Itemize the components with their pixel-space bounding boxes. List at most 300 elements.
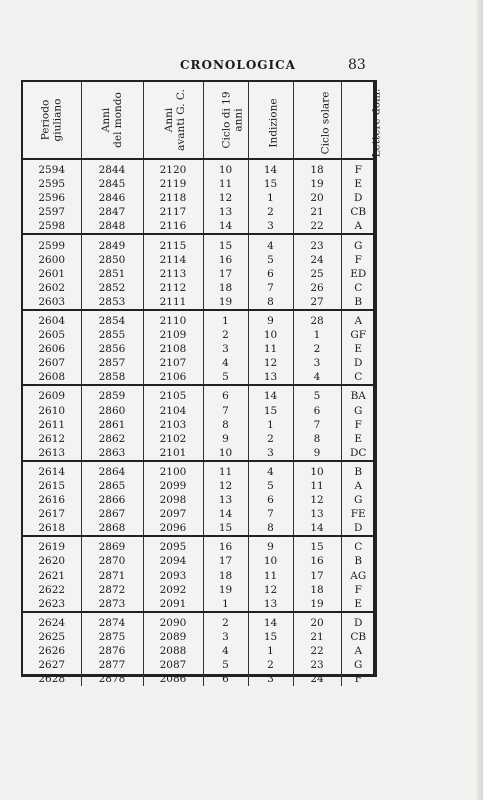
table-row [23,432,375,446]
column-header-line: Anni [162,107,175,132]
cell-ciclo-solare: 28 [293,310,341,328]
column-header-line: Lettere dom. [369,88,382,157]
cell-periodo-giuliano: 2611 [23,418,81,432]
cell-periodo-giuliano: 2596 [23,191,81,205]
cell-indizione: 12 [248,356,293,370]
cell-anni-del-mondo: 2859 [81,385,143,403]
cell-anni-del-mondo: 2851 [81,267,143,281]
cell-ciclo-solare: 20 [293,191,341,205]
cell-ciclo-19: 1 [203,597,248,612]
cell-periodo-giuliano: 2617 [23,507,81,521]
column-header-line: Periodo [39,99,52,140]
cell-periodo-giuliano: 2595 [23,177,81,191]
cell-indizione: 15 [248,404,293,418]
cell-anni-avanti-gc: 2105 [143,385,203,403]
cell-periodo-giuliano: 2600 [23,253,81,267]
cell-anni-del-mondo: 2870 [81,554,143,568]
cell-periodo-giuliano: 2613 [23,446,81,461]
cell-anni-avanti-gc: 2102 [143,432,203,446]
cell-ciclo-solare: 21 [293,205,341,219]
cell-periodo-giuliano: 2615 [23,479,81,493]
cell-ciclo-19: 11 [203,177,248,191]
chronology-table-frame [21,80,382,686]
cell-periodo-giuliano: 2614 [23,461,81,479]
table-row [23,370,375,385]
cell-anni-del-mondo: 2862 [81,432,143,446]
cell-lettere-dom: B [354,555,363,568]
cell-anni-del-mondo: 2876 [81,644,143,658]
table-row [23,418,375,432]
cell-anni-avanti-gc: 2104 [143,404,203,418]
cell-ciclo-19: 6 [203,385,248,403]
cell-ciclo-solare: 27 [293,295,341,310]
cell-anni-del-mondo: 2861 [81,418,143,432]
cell-ciclo-19: 15 [203,521,248,536]
cell-ciclo-19: 4 [203,644,248,658]
cell-ciclo-solare: 14 [293,521,341,536]
cell-indizione: 9 [248,536,293,554]
cell-anni-del-mondo: 2854 [81,310,143,328]
cell-indizione: 12 [248,583,293,597]
cell-anni-del-mondo: 2866 [81,493,143,507]
cell-ciclo-19: 17 [203,554,248,568]
cell-indizione: 1 [248,644,293,658]
cell-periodo-giuliano: 2604 [23,310,81,328]
cell-ciclo-solare: 20 [293,612,341,630]
cell-lettere-dom: BA [350,390,366,403]
cell-ciclo-solare: 19 [293,177,341,191]
cell-ciclo-solare: 19 [293,597,341,612]
cell-ciclo-solare: 22 [293,644,341,658]
column-header-line: Indizione [267,97,280,148]
column-header-line: Anni [100,107,112,132]
column-header-line: giuliano [51,98,64,141]
cell-indizione: 11 [248,569,293,583]
cell-anni-del-mondo: 2875 [81,630,143,644]
cell-anni-avanti-gc: 2103 [143,418,203,432]
cell-ciclo-19: 14 [203,219,248,234]
column-header-line: del mondo [112,91,124,148]
cell-lettere-dom: B [354,465,363,478]
cell-ciclo-solare: 18 [293,159,341,177]
cell-anni-avanti-gc: 2097 [143,507,203,521]
column-header-line: Ciclo solare [318,91,331,154]
chronology-table [23,82,382,686]
cell-anni-avanti-gc: 2119 [143,177,203,191]
column-header-label [162,89,186,151]
table-row [23,205,375,219]
cell-anni-del-mondo: 2850 [81,253,143,267]
cell-indizione: 3 [248,672,293,686]
cell-indizione: 4 [248,234,293,252]
cell-indizione: 1 [248,191,293,205]
cell-anni-avanti-gc: 2088 [143,644,203,658]
cell-periodo-giuliano: 2624 [23,612,81,630]
cell-anni-del-mondo: 2864 [81,461,143,479]
cell-anni-del-mondo: 2853 [81,295,143,310]
table-row [23,461,375,479]
cell-anni-del-mondo: 2868 [81,521,143,536]
cell-lettere-dom: C [354,541,363,554]
cell-lettere-dom: F [354,673,362,686]
cell-indizione: 14 [248,159,293,177]
cell-periodo-giuliano: 2602 [23,281,81,295]
column-header-lettere-dom [341,82,382,159]
cell-indizione: 7 [248,281,293,295]
cell-lettere-dom: D [354,192,363,205]
cell-periodo-giuliano: 2609 [23,385,81,403]
cell-indizione: 13 [248,370,293,385]
cell-lettere-dom: F [354,583,362,596]
cell-ciclo-19: 13 [203,205,248,219]
cell-ciclo-solare: 7 [293,418,341,432]
cell-periodo-giuliano: 2607 [23,356,81,370]
cell-ciclo-19: 2 [203,612,248,630]
cell-anni-avanti-gc: 2108 [143,342,203,356]
cell-anni-del-mondo: 2849 [81,234,143,252]
cell-anni-del-mondo: 2871 [81,569,143,583]
cell-periodo-giuliano: 2594 [23,159,81,177]
cell-anni-avanti-gc: 2094 [143,554,203,568]
cell-indizione: 6 [248,267,293,281]
cell-periodo-giuliano: 2603 [23,295,81,310]
cell-periodo-giuliano: 2601 [23,267,81,281]
cell-ciclo-solare: 11 [293,479,341,493]
cell-ciclo-solare: 4 [293,370,341,385]
cell-ciclo-19: 16 [203,536,248,554]
cell-ciclo-19: 3 [203,630,248,644]
cell-ciclo-19: 7 [203,404,248,418]
cell-ciclo-solare: 5 [293,385,341,403]
cell-periodo-giuliano: 2623 [23,597,81,612]
table-row [23,385,375,403]
cell-ciclo-19: 6 [203,672,248,686]
cell-indizione: 15 [248,630,293,644]
cell-anni-avanti-gc: 2116 [143,219,203,234]
table-row [23,281,375,295]
cell-anni-del-mondo: 2867 [81,507,143,521]
cell-anni-del-mondo: 2855 [81,328,143,342]
cell-lettere-dom: A [354,314,363,327]
cell-anni-avanti-gc: 2115 [143,234,203,252]
cell-anni-del-mondo: 2844 [81,159,143,177]
cell-lettere-dom: F [354,164,362,177]
cell-lettere-dom: AG [350,569,367,582]
cell-anni-avanti-gc: 2111 [143,295,203,310]
cell-anni-avanti-gc: 2113 [143,267,203,281]
column-header-periodo-giuliano [23,82,81,159]
table-row [23,295,375,310]
cell-periodo-giuliano: 2619 [23,536,81,554]
table-row [23,554,375,568]
cell-anni-avanti-gc: 2117 [143,205,203,219]
cell-ciclo-solare: 23 [293,658,341,672]
column-header-anni-del-mondo [81,82,143,159]
cell-ciclo-19: 15 [203,234,248,252]
cell-ciclo-19: 12 [203,479,248,493]
cell-indizione: 5 [248,479,293,493]
cell-periodo-giuliano: 2622 [23,583,81,597]
cell-anni-avanti-gc: 2101 [143,446,203,461]
cell-anni-avanti-gc: 2093 [143,569,203,583]
cell-ciclo-solare: 3 [293,356,341,370]
cell-anni-avanti-gc: 2086 [143,672,203,686]
table-row [23,658,375,672]
cell-ciclo-19: 10 [203,446,248,461]
table-row [23,569,375,583]
cell-ciclo-solare: 15 [293,536,341,554]
cell-anni-del-mondo: 2848 [81,219,143,234]
table-row [23,404,375,418]
table-row [23,191,375,205]
cell-lettere-dom: G [354,659,363,672]
cell-lettere-dom: D [354,616,363,629]
cell-lettere-dom: E [354,432,363,445]
cell-anni-avanti-gc: 2089 [143,630,203,644]
cell-ciclo-19: 18 [203,569,248,583]
cell-anni-avanti-gc: 2090 [143,612,203,630]
table-row [23,597,375,612]
cell-indizione: 6 [248,493,293,507]
cell-lettere-dom: A [341,219,375,234]
column-header-ciclo-solare [293,82,341,159]
cell-ciclo-solare: 1 [293,328,341,342]
cell-lettere-dom: E [354,178,363,191]
cell-ciclo-19: 17 [203,267,248,281]
cell-lettere-dom: DC [341,446,375,461]
cell-indizione: 14 [248,385,293,403]
cell-periodo-giuliano: 2610 [23,404,81,418]
cell-ciclo-19: 5 [203,370,248,385]
cell-indizione: 1 [248,418,293,432]
cell-anni-avanti-gc: 2098 [143,493,203,507]
cell-ciclo-solare: 6 [293,404,341,418]
cell-ciclo-solare: 13 [293,507,341,521]
table-row [23,644,375,658]
cell-anni-avanti-gc: 2100 [143,461,203,479]
cell-ciclo-19: 18 [203,281,248,295]
cell-lettere-dom: E [341,597,375,612]
cell-indizione: 3 [248,446,293,461]
cell-ciclo-solare: 9 [293,446,341,461]
cell-ciclo-solare: 2 [293,342,341,356]
cell-lettere-dom: GF [350,329,367,342]
cell-lettere-dom: F [354,253,362,266]
cell-anni-avanti-gc: 2092 [143,583,203,597]
cell-ciclo-solare: 16 [293,554,341,568]
column-header-line: Ciclo di 19 [220,90,233,149]
cell-indizione: 13 [248,597,293,612]
table-row [23,583,375,597]
cell-ciclo-19: 11 [203,461,248,479]
cell-anni-del-mondo: 2846 [81,191,143,205]
cell-anni-avanti-gc: 2095 [143,536,203,554]
table-row [23,159,375,177]
cell-ciclo-19: 3 [203,342,248,356]
cell-ciclo-solare: 24 [293,672,341,686]
cell-periodo-giuliano: 2616 [23,493,81,507]
cell-lettere-dom: CB [350,630,367,643]
cell-ciclo-solare: 24 [293,253,341,267]
cell-lettere-dom: D [341,521,375,536]
cell-lettere-dom: D [354,357,363,370]
cell-lettere-dom: A [354,645,363,658]
table-row [23,234,375,252]
cell-ciclo-19: 5 [203,658,248,672]
cell-anni-del-mondo: 2874 [81,612,143,630]
cell-anni-del-mondo: 2865 [81,479,143,493]
column-header-line: anni [232,107,245,132]
cell-ciclo-19: 16 [203,253,248,267]
cell-anni-del-mondo: 2869 [81,536,143,554]
table-header-row [23,82,375,159]
cell-anni-del-mondo: 2872 [81,583,143,597]
table-row [23,630,375,644]
table-row [23,521,375,536]
cell-anni-avanti-gc: 2087 [143,658,203,672]
cell-anni-del-mondo: 2863 [81,446,143,461]
cell-anni-del-mondo: 2878 [81,672,143,686]
cell-anni-del-mondo: 2860 [81,404,143,418]
cell-indizione: 8 [248,295,293,310]
running-title: CRONOLOGICA [179,58,296,72]
cell-ciclo-19: 2 [203,328,248,342]
cell-anni-avanti-gc: 2096 [143,521,203,536]
cell-ciclo-19: 9 [203,432,248,446]
cell-ciclo-solare: 18 [293,583,341,597]
cell-periodo-giuliano: 2598 [23,219,81,234]
cell-periodo-giuliano: 2627 [23,658,81,672]
cell-indizione: 11 [248,342,293,356]
cell-anni-del-mondo: 2847 [81,205,143,219]
cell-indizione: 2 [248,658,293,672]
cell-ciclo-19: 10 [203,159,248,177]
cell-ciclo-19: 1 [203,310,248,328]
table-row [23,536,375,554]
running-head [0,58,483,78]
cell-anni-del-mondo: 2877 [81,658,143,672]
table-row [23,446,375,461]
table-row [23,479,375,493]
column-header-label [319,91,331,154]
cell-ciclo-solare: 12 [293,493,341,507]
cell-indizione: 10 [248,554,293,568]
cell-lettere-dom: CB [350,206,367,219]
cell-ciclo-solare: 22 [293,219,341,234]
cell-ciclo-solare: 26 [293,281,341,295]
cell-anni-avanti-gc: 2120 [143,159,203,177]
cell-periodo-giuliano: 2620 [23,554,81,568]
cell-indizione: 7 [248,507,293,521]
cell-lettere-dom: G [354,404,363,417]
table-body [23,159,375,686]
cell-lettere-dom: G [354,494,363,507]
cell-lettere-dom: C [341,370,375,385]
page-number: 83 [348,57,366,73]
table-row [23,672,375,686]
column-header-indizione [248,82,293,159]
table-row [23,507,375,521]
cell-indizione: 14 [248,612,293,630]
table-row [23,219,375,234]
cell-anni-del-mondo: 2873 [81,597,143,612]
cell-indizione: 15 [248,177,293,191]
cell-lettere-dom: E [354,343,363,356]
cell-periodo-giuliano: 2599 [23,234,81,252]
table-row [23,253,375,267]
cell-periodo-giuliano: 2612 [23,432,81,446]
column-header-label [370,88,382,157]
cell-lettere-dom: F [354,418,362,431]
cell-ciclo-19: 14 [203,507,248,521]
cell-indizione: 5 [248,253,293,267]
cell-ciclo-solare: 10 [293,461,341,479]
cell-lettere-dom: B [341,295,375,310]
table-row [23,328,375,342]
cell-ciclo-solare: 25 [293,267,341,281]
cell-indizione: 2 [248,205,293,219]
cell-anni-avanti-gc: 2109 [143,328,203,342]
cell-indizione: 2 [248,432,293,446]
cell-anni-avanti-gc: 2107 [143,356,203,370]
cell-anni-del-mondo: 2856 [81,342,143,356]
cell-indizione: 10 [248,328,293,342]
cell-ciclo-solare: 23 [293,234,341,252]
cell-lettere-dom: G [354,239,363,252]
cell-ciclo-solare: 17 [293,569,341,583]
cell-anni-del-mondo: 2857 [81,356,143,370]
column-header-label [267,98,279,147]
cell-periodo-giuliano: 2608 [23,370,81,385]
cell-ciclo-19: 13 [203,493,248,507]
cell-anni-avanti-gc: 2112 [143,281,203,295]
cell-indizione: 3 [248,219,293,234]
cell-anni-del-mondo: 2852 [81,281,143,295]
cell-periodo-giuliano: 2625 [23,630,81,644]
cell-ciclo-solare: 21 [293,630,341,644]
cell-periodo-giuliano: 2605 [23,328,81,342]
cell-anni-avanti-gc: 2106 [143,370,203,385]
column-header-line: avanti G. C. [174,88,187,151]
column-header-label [40,98,64,141]
cell-anni-avanti-gc: 2099 [143,479,203,493]
cell-ciclo-19: 8 [203,418,248,432]
cell-anni-avanti-gc: 2118 [143,191,203,205]
cell-periodo-giuliano: 2618 [23,521,81,536]
cell-lettere-dom: ED [350,267,367,280]
cell-periodo-giuliano: 2606 [23,342,81,356]
cell-ciclo-19: 4 [203,356,248,370]
column-header-label [100,92,124,148]
cell-lettere-dom: A [354,480,363,493]
table-row [23,612,375,630]
cell-indizione: 8 [248,521,293,536]
table-row [23,342,375,356]
cell-lettere-dom: C [354,281,363,294]
cell-anni-avanti-gc: 2110 [143,310,203,328]
cell-anni-del-mondo: 2858 [81,370,143,385]
cell-anni-avanti-gc: 2091 [143,597,203,612]
cell-periodo-giuliano: 2597 [23,205,81,219]
cell-ciclo-19: 19 [203,583,248,597]
cell-ciclo-19: 12 [203,191,248,205]
cell-periodo-giuliano: 2621 [23,569,81,583]
column-header-anni-avanti-gc [143,82,203,159]
table-row [23,310,375,328]
table-row [23,177,375,191]
page-edge [477,0,483,800]
cell-anni-del-mondo: 2845 [81,177,143,191]
